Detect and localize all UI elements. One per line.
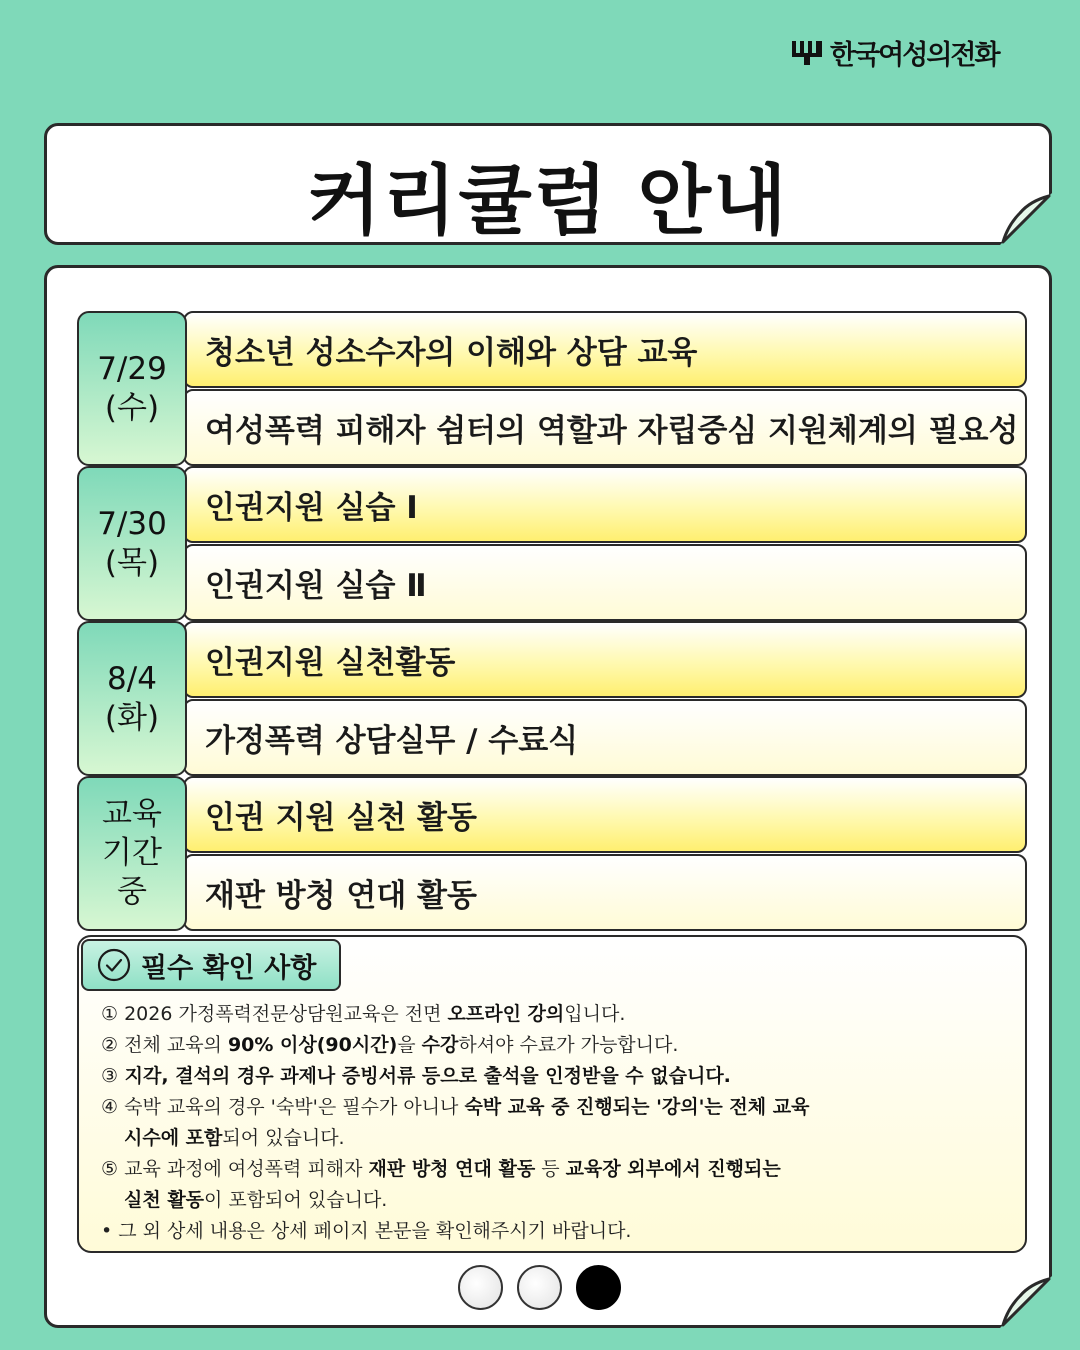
date-text: 7/30: [97, 505, 167, 542]
item-emphasis: 숙박 교육 중 진행되는 '강의'는 전체 교육: [464, 1096, 810, 1118]
day-block: [77, 466, 1027, 621]
notice-box: [77, 935, 1027, 1253]
weekday-text: (목): [104, 544, 160, 581]
page-curl-icon: [1000, 1276, 1052, 1328]
day-block: [77, 311, 1027, 466]
date-label: [77, 466, 187, 621]
session-item: 가정폭력 상담실무 / 수료식: [183, 699, 1027, 776]
item-emphasis: 지각, 결석의 경우 과제나 증빙서류 등으로 출석을 인정받을 수 없습니다.: [118, 1065, 731, 1087]
notice-item: [101, 1092, 1011, 1123]
logo-mark-icon: [790, 37, 824, 67]
notice-item-continued: [101, 1123, 1011, 1154]
item-text: 되어 있습니다.: [222, 1127, 345, 1149]
item-text: 전체 교육의: [118, 1034, 228, 1056]
item-text: 하셔야 수료가 가능합니다.: [458, 1034, 679, 1056]
item-text: 숙박 교육의 경우 '숙박'은 필수가 아니나: [118, 1096, 465, 1118]
item-text: 2026 가정폭력전문상담원교육은 전면: [118, 1003, 448, 1025]
session-item: 청소년 성소수자의 이해와 상담 교육: [183, 311, 1027, 388]
notice-title: 필수 확인 사항: [141, 952, 317, 984]
item-emphasis: 수강: [421, 1034, 459, 1056]
item-number: ②: [101, 1034, 119, 1056]
main-card: [44, 265, 1052, 1328]
item-text: 입니다.: [564, 1003, 626, 1025]
page-dot-3-active[interactable]: [576, 1265, 621, 1310]
bullet-icon: •: [101, 1220, 113, 1242]
page-curl-icon: [1000, 193, 1052, 245]
session-item: 인권 지원 실천 활동: [183, 776, 1027, 853]
notice-header: [81, 939, 341, 991]
period-text: 중: [117, 874, 147, 910]
date-text: 7/29: [97, 350, 167, 387]
page-dot-1[interactable]: [458, 1265, 503, 1310]
item-text: 등: [535, 1158, 566, 1180]
day-block: [77, 776, 1027, 931]
title-card: [44, 123, 1052, 245]
page-dot-2[interactable]: [517, 1265, 562, 1310]
day-block: [77, 621, 1027, 776]
item-number: ③: [101, 1065, 119, 1087]
item-number: ⑤: [101, 1158, 119, 1180]
item-text: 이 포함되어 있습니다.: [204, 1189, 388, 1211]
notice-list: [101, 999, 1011, 1247]
page-title: 커리큘럼 안내: [307, 156, 789, 245]
session-item: 인권지원 실습 Ⅱ: [183, 544, 1027, 621]
check-circle-icon: [97, 948, 131, 982]
item-emphasis: 시수에 포함: [124, 1127, 223, 1149]
notice-item: [101, 1216, 1011, 1247]
brand-logo: [790, 30, 1052, 74]
session-item: 재판 방청 연대 활동: [183, 854, 1027, 931]
period-text: 기간: [102, 835, 162, 871]
notice-item: [101, 999, 1011, 1030]
notice-item: [101, 1154, 1011, 1185]
date-label: [77, 621, 187, 776]
item-emphasis: 교육장 외부에서 진행되는: [565, 1158, 781, 1180]
pagination-dots: [458, 1263, 628, 1311]
item-emphasis: 90% 이상(90시간): [227, 1034, 398, 1056]
curriculum-schedule: [77, 311, 1027, 931]
item-text: 교육 과정에 여성폭력 피해자: [118, 1158, 369, 1180]
session-item: 인권지원 실천활동: [183, 621, 1027, 698]
session-item: 인권지원 실습 Ⅰ: [183, 466, 1027, 543]
item-text: 그 외 상세 내용은 상세 페이지 본문을 확인해주시기 바랍니다.: [112, 1220, 632, 1242]
date-label: [77, 311, 187, 466]
weekday-text: (수): [104, 389, 160, 426]
item-emphasis: 오프라인 강의: [447, 1003, 565, 1025]
session-item: 여성폭력 피해자 쉼터의 역할과 자립중심 지원체계의 필요성: [183, 389, 1027, 466]
notice-item-continued: [101, 1185, 1011, 1216]
notice-item: [101, 1061, 1011, 1092]
notice-item: [101, 1030, 1011, 1061]
item-emphasis: 재판 방청 연대 활동: [368, 1158, 536, 1180]
weekday-text: (화): [104, 699, 160, 736]
item-number: ④: [101, 1096, 119, 1118]
item-emphasis: 실천 활동: [124, 1189, 205, 1211]
item-number: ①: [101, 1003, 119, 1025]
date-text: 8/4: [107, 660, 157, 697]
logo-text: 한국여성의전화: [830, 39, 999, 71]
period-text: 교육: [102, 796, 162, 832]
date-label: [77, 776, 187, 931]
item-text: 을: [397, 1034, 422, 1056]
